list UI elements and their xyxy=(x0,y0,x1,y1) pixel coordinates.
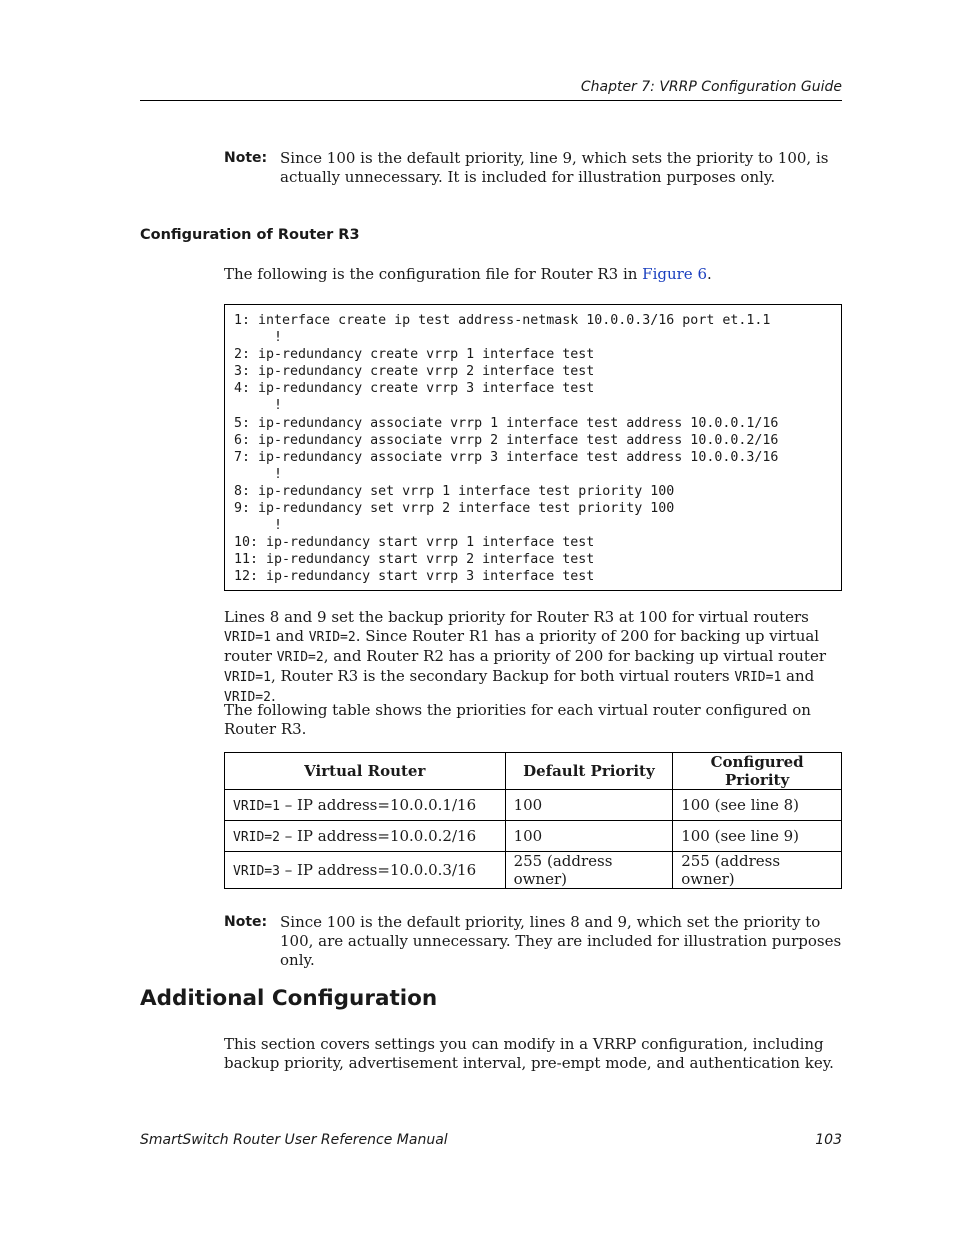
code-line: 9: ip-redundancy set vrrp 2 interface test priority 100 xyxy=(234,501,675,517)
default-priority-cell: 100 xyxy=(505,821,673,852)
code-listing xyxy=(225,305,841,586)
intro-text: The following is the configuration file for Router R3 in xyxy=(224,265,643,283)
explain-text: , Router R3 is the secondary Backup for both virtual routers xyxy=(270,667,735,685)
column-header-default-priority: Default Priority xyxy=(505,753,673,790)
code-line: 3: ip-redundancy create vrrp 2 interface test xyxy=(234,364,595,380)
code-line: ! xyxy=(274,330,283,346)
column-header-virtual-router: Virtual Router xyxy=(225,753,506,790)
explain-text: , and Router R2 has a priority of 200 for backing up virtual router xyxy=(323,647,826,665)
code-vrid: VRID=2 xyxy=(224,690,271,705)
code-line: 12: ip-redundancy start vrrp 3 interface test xyxy=(234,569,595,585)
code-line: ! xyxy=(274,466,283,482)
explain-text: and xyxy=(270,627,309,645)
ip-address-text: – IP address=10.0.0.1/16 xyxy=(279,796,477,814)
explain-text: . xyxy=(270,687,276,705)
configured-priority-cell: 100 (see line 8) xyxy=(673,790,842,821)
code-line: 5: ip-redundancy associate vrrp 1 interface test address 10.0.0.1/16 xyxy=(234,415,779,431)
header-rule xyxy=(140,100,842,101)
vrid-code: VRID=2 xyxy=(233,830,280,845)
ip-address-text: – IP address=10.0.0.2/16 xyxy=(279,827,477,845)
subheading: Configuration of Router R3 xyxy=(140,227,360,243)
page-number: 103 xyxy=(815,1132,842,1148)
code-vrid: VRID=1 xyxy=(734,670,782,685)
explanation-paragraph xyxy=(224,608,844,707)
code-line: 1: interface create ip test address-netmask 10.0.0.3/16 port et.1.1 xyxy=(234,313,771,328)
explain-text: Lines 8 and 9 set the backup priority for Router R3 at 100 for virtual routers xyxy=(224,608,809,626)
section-paragraph: This section covers settings you can modify in a VRRP configuration, including backup priority, advertisement interval, pre-empt mode, and authentication key. xyxy=(224,1035,834,1072)
default-priority-cell: 100 xyxy=(505,790,673,821)
code-vrid: VRID=1 xyxy=(224,630,271,645)
column-header-configured-priority: Configured Priority xyxy=(673,753,842,790)
table-intro: The following table shows the priorities for each virtual router configured on Router R3. xyxy=(224,701,811,738)
configured-priority-cell: 100 (see line 9) xyxy=(673,821,842,852)
vrid-code: VRID=3 xyxy=(233,864,280,879)
code-line: 6: ip-redundancy associate vrrp 2 interface test address 10.0.0.2/16 xyxy=(234,432,779,448)
running-header: Chapter 7: VRRP Configuration Guide xyxy=(580,79,842,95)
intro-period: . xyxy=(707,265,712,283)
virtual-router-cell xyxy=(225,821,506,852)
default-priority-cell: 255 (address owner) xyxy=(505,852,673,889)
note-label: Note: xyxy=(224,150,268,166)
code-line: 8: ip-redundancy set vrrp 1 interface test priority 100 xyxy=(234,483,675,499)
note-text: Since 100 is the default priority, lines 8 and 9, which set the priority to 100, are actually unnecessary. They are included for illustration purposes only. xyxy=(280,913,842,969)
virtual-router-cell xyxy=(225,852,506,889)
code-vrid: VRID=2 xyxy=(276,650,324,665)
table-row xyxy=(225,790,842,821)
note-label: Note: xyxy=(224,914,268,930)
code-vrid: VRID=1 xyxy=(224,670,271,685)
figure-link[interactable]: Figure 6 xyxy=(642,265,707,283)
note-box xyxy=(224,913,844,970)
table-row xyxy=(225,852,842,889)
code-line: ! xyxy=(274,518,283,534)
configured-priority-cell: 255 (address owner) xyxy=(673,852,842,889)
footer-title: SmartSwitch Router User Reference Manual xyxy=(140,1132,448,1148)
priority-table xyxy=(224,752,842,889)
vrid-code: VRID=1 xyxy=(233,799,280,814)
code-vrid: VRID=2 xyxy=(308,630,356,645)
code-line: 10: ip-redundancy start vrrp 1 interface test xyxy=(234,535,595,551)
virtual-router-cell xyxy=(225,790,506,821)
intro-paragraph xyxy=(224,265,844,284)
explain-text: and xyxy=(781,667,815,685)
table-header-row xyxy=(225,753,842,790)
code-line: 4: ip-redundancy create vrrp 3 interface test xyxy=(234,381,595,397)
code-line: 2: ip-redundancy create vrrp 1 interface test xyxy=(234,347,595,363)
note-box xyxy=(224,149,844,187)
code-line: 7: ip-redundancy associate vrrp 3 interface test address 10.0.0.3/16 xyxy=(234,449,779,465)
table-row xyxy=(225,821,842,852)
section-heading: Additional Configuration xyxy=(140,986,438,1011)
note-text: Since 100 is the default priority, line 9, which sets the priority to 100, is actually unnecessary. It is included for illustration purposes only. xyxy=(280,149,829,186)
code-line: ! xyxy=(274,398,283,414)
code-line: 11: ip-redundancy start vrrp 2 interface test xyxy=(234,552,595,568)
ip-address-text: – IP address=10.0.0.3/16 xyxy=(279,861,477,879)
explain-text: . Since Router R1 has a priority of 200 for backing up virtual router xyxy=(224,627,820,665)
config-code-block xyxy=(224,304,842,591)
